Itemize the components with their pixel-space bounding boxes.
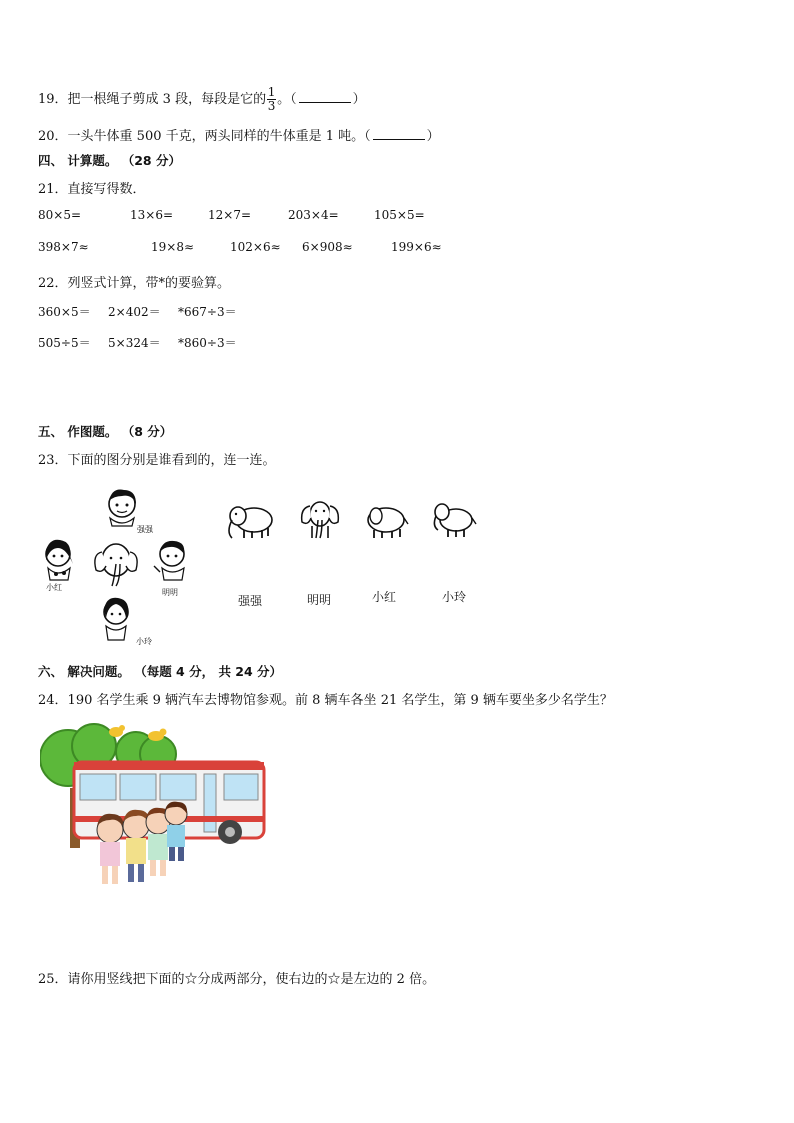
elephant-icon [368,508,408,538]
q21-r2-c1: 398×7≈ [38,240,89,254]
answer-blank-19[interactable] [299,90,351,103]
view-label-3: 小红 [372,590,397,604]
q22-r2-c1: 505÷5＝ [38,336,91,350]
elephant-icon [434,504,476,537]
elephant-front-view [298,496,342,542]
question-20: 20．一头牛体重 500 千克，两头同样的牛体重是 1 吨。（ ） [38,129,440,144]
kid-face-icon [109,489,136,526]
kid-label-xiaohong: 小红 [46,583,62,592]
kid-label-xiaoling: 小玲 [136,637,152,646]
kid-face-icon [104,598,128,640]
q22-title: 22．列竖式计算，带*的要验算。 [38,276,231,291]
view-label-4: 小玲 [442,590,467,604]
kid-face-icon [154,541,184,580]
question-24: 24．190 名学生乘 9 辆汽车去博物馆参观。前 8 辆车各坐 21 名学生，第 9 辆车要坐多少名学生？ [38,693,613,708]
elephant-icon [95,544,137,586]
q21-r2-c3: 102×6≈ [230,240,281,254]
q21-r1-c2: 13×6= [130,208,174,222]
q21-r1-c5: 105×5= [374,208,425,222]
kid-face-icon [46,540,73,580]
q19-text: 19．把一根绳子剪成 3 段，每段是它的 [38,92,267,107]
q22-r1-c2: 2×402＝ [108,305,161,319]
view-label-2: 明明 [307,593,332,607]
question-19: 19．把一根绳子剪成 3 段，每段是它的 $\frac{1}{3}$ 。（ ） [38,85,366,113]
elephant-side-view-right [430,500,478,540]
section-4-heading: 四、 计算题。 （28 分） [38,153,181,168]
view-label-1: 强强 [238,594,263,608]
bus-and-students-illustration [40,718,276,890]
q22-r1-c3: *667÷3＝ [178,305,237,319]
elephant-icon [302,502,339,538]
q21-r1-c1: 80×5= [38,208,82,222]
kid-label-qiangqiang: 强强 [137,525,153,534]
section-6-heading: 六、 解决问题。 （每题 4 分， 共 24 分） [38,664,283,679]
fraction-one-third: $\frac{1}{3}$ [267,85,276,113]
q20-text: 20．一头牛体重 500 千克，两头同样的牛体重是 1 吨。（ [38,129,371,144]
q23-title: 23．下面的图分别是谁看到的，连一连。 [38,453,276,468]
q21-r2-c5: 199×6≈ [391,240,442,254]
section-5-heading: 五、 作图题。 （8 分） [38,424,173,439]
q21-r2-c2: 19×8≈ [151,240,195,254]
elephant-side-view-left [224,502,276,542]
q21-r2-c4: 6×908≈ [302,240,353,254]
q21-r1-c4: 203×4= [288,208,339,222]
answer-blank-20[interactable] [373,127,425,140]
question-25: 25．请你用竖线把下面的☆分成两部分，使右边的☆是左边的 2 倍。 [38,972,436,987]
kid-label-mingming: 明明 [162,588,178,597]
kids-around-elephant-illustration [40,484,200,644]
q22-r2-c2: 5×324＝ [108,336,161,350]
q22-r2-c3: *860÷3＝ [178,336,237,350]
elephant-back-view [360,502,412,542]
students-icon [97,802,187,884]
q22-r1-c1: 360×5＝ [38,305,91,319]
elephant-icon [229,507,272,538]
q21-title: 21．直接写得数． [38,182,146,197]
q21-r1-c3: 12×7= [208,208,252,222]
